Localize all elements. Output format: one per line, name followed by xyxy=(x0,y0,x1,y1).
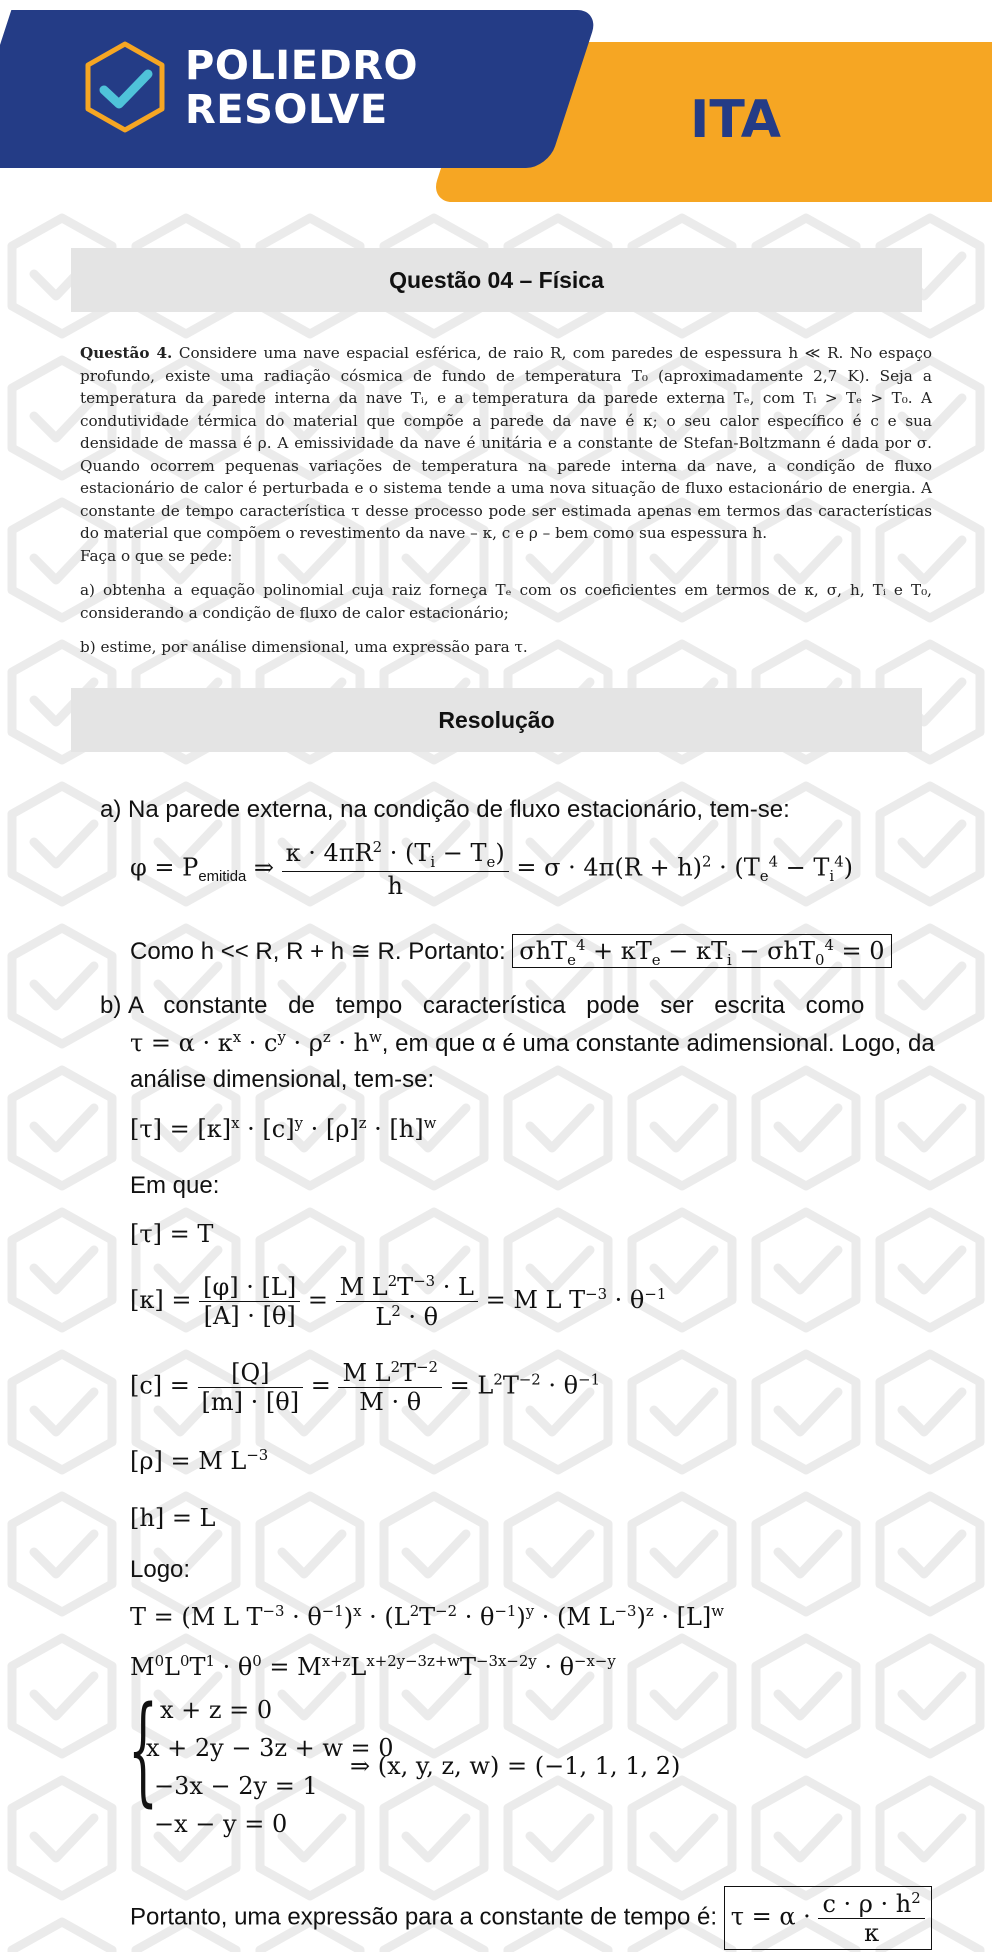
equation-dimensional: $[\tau] = [\kappa]^x \cdot [c]^y \cdot [\rho]^z \cdot [h]^w$ xyxy=(130,1114,437,1143)
answer-a-intro: a) Na parede externa, na condição de fluxo estacionário, tem-se: xyxy=(100,796,790,823)
item-a-text: obtenha a equação polinomial cuja raiz forneça Tₑ com os coeficientes em termos de κ, σ, h, Tᵢ e T₀, considerando a condição de fluxo de calor estacionário; xyxy=(80,581,933,622)
question-statement xyxy=(80,342,932,659)
label-em-que: Em que: xyxy=(130,1172,220,1199)
final-answer-boxed-equation: τ = α · $\frac{c \cdot \rho \cdot h^2}{\kappa}$ xyxy=(724,1886,932,1950)
final-answer-line xyxy=(130,1886,932,1950)
resolution-title: Resolução xyxy=(71,688,922,752)
question-text: Considere uma nave espacial esférica, de raio R, com paredes de espessura h ≪ R. No espaço profundo, existe uma radiação cósmica de fundo de temperatura T₀ (aproximadamente 2,7 K). Seja a temperatura da parede interna da nave Tᵢ, e a temperatura da parede externa Tₑ, com Tᵢ > Tₑ > T₀. A condutividade térmica do material que compõe a parede da nave é κ; o seu calor específico é c e sua densidade de massa é ρ. A emissividade da nave é unitária e a constante de Stefan-Boltzmann é dada por σ. Quando ocorrem pequenas variações de temperatura na parede interna da nave, a condição de fluxo estacionário de calor é perturbada e o sistema tende a uma nova situação de fluxo estacionário de energia. A constante de tempo característica τ desse processo pode ser estimada apenas em termos das características do material que compõem o revestimento da nave – κ, c e ρ – bem como sua espessura h. xyxy=(80,344,933,542)
answer-a-condition: Como h << R, R + h ≅ R. Portanto: xyxy=(130,938,506,965)
question-ask: Faça o que se pede: xyxy=(80,546,233,565)
answer-b-intro-line1: b) A constante de tempo característica pode ser escrita como xyxy=(100,992,865,1019)
dim-kappa: [κ] = $\frac{[\varphi] \cdot [L]}{[A] \cdot [\theta]}$ = $\frac{M L^2T^{-3} \cdot L}{L^2 \cdot \theta}$ = M L $T^{-3} \cdot \theta^{-1}$ xyxy=(130,1272,667,1331)
checkmark-hexagon-icon xyxy=(82,40,168,134)
answer-a-boxed-equation: $\sigma hT_e^4 + \kappa T_e - \kappa T_i - \sigma hT_0^4 = 0$ xyxy=(512,934,891,968)
answer-b-intro-line3: análise dimensional, tem-se: xyxy=(130,1066,435,1093)
question-label: Questão 4. xyxy=(80,344,173,362)
item-a-label: a) xyxy=(80,581,95,599)
equation-dim-expansion: T = (M L $T^{-3} \cdot \theta^{-1})^x \cdot (L^2T^{-2} \cdot \theta^{-1})^y \cdot (M$ $L^{-3})^z \cdot [L]^w$ xyxy=(130,1602,725,1631)
dim-rho: [ρ] = M $L^{-3}$ xyxy=(130,1446,269,1475)
dim-c: [c] = $\frac{[Q]}{[m] \cdot [\theta]}$ = $\frac{M L^2T^{-2}}{M \cdot \theta}$ = $L^2T^{-2} \cdot \theta^{-1}$ xyxy=(130,1358,601,1416)
system-eq-2: x + 2y − 3z + w = 0 xyxy=(146,1734,394,1762)
system-eq-4: −x − y = 0 xyxy=(154,1810,288,1838)
answer-b-intro-line2: $\tau = \alpha \cdot \kappa^x \cdot c^y \cdot \rho^z \cdot h^w$, em que α é uma constante adimensional. Logo, da xyxy=(130,1028,935,1057)
system-solution: ⇒ (x, y, z, w) = (−1, 1, 1, 2) xyxy=(350,1752,681,1780)
final-answer-text: Portanto, uma expressão para a constante de tempo é: xyxy=(130,1903,718,1931)
equation-exponents: $M^0L^0T^1 \cdot \theta^0 = M^{x+z}L^{x+2y-3z+w}T^{-3x-2y} \cdot \theta^{-x-y}$ xyxy=(130,1652,616,1681)
dim-tau: [τ] = T xyxy=(130,1220,214,1248)
equation-flux-balance: $\varphi = P_{emitida}$ ⇒ $\frac{\kappa \cdot 4\pi R^2 \cdot (T_i - T_e)}{h}$ = $\sigma \cdot 4\pi(R + h)^2 \cdot (T_e^4 - T_i^4)$ xyxy=(130,838,854,900)
dim-h: [h] = L xyxy=(130,1504,216,1532)
brand-line-2: RESOLVE xyxy=(185,87,388,133)
system-brace: { xyxy=(128,1680,159,1818)
item-b-label: b) xyxy=(80,638,96,656)
brand-logo-text xyxy=(185,44,418,132)
system-eq-3: −3x − 2y = 1 xyxy=(154,1772,318,1800)
brand-line-1: POLIEDRO xyxy=(185,43,419,89)
item-b-text: estime, por análise dimensional, uma expressão para τ. xyxy=(100,638,528,656)
question-title: Questão 04 – Física xyxy=(71,248,922,312)
exam-name: ITA xyxy=(690,90,782,150)
label-logo: Logo: xyxy=(130,1556,191,1583)
system-eq-1: x + z = 0 xyxy=(160,1696,273,1724)
answer-a-result xyxy=(130,936,892,969)
